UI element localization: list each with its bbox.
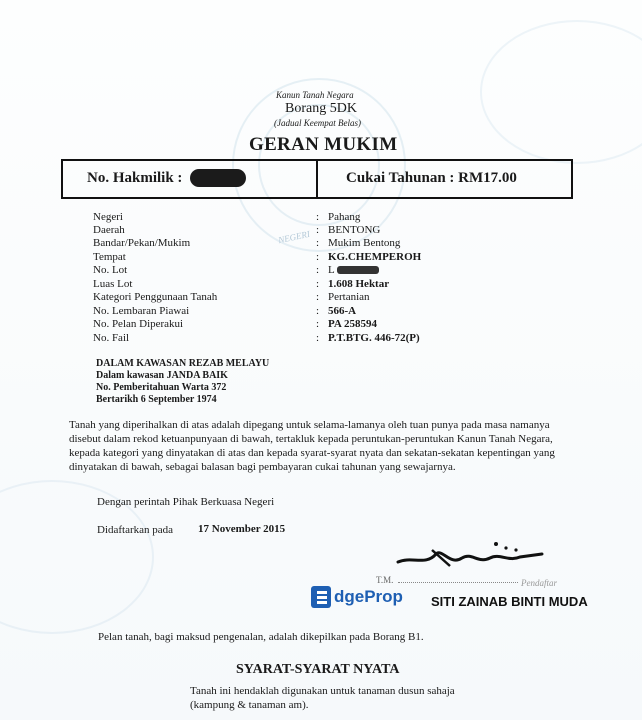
redacted-lot-number [337,266,379,274]
detail-label: Tempat [93,251,126,263]
detail-label: Bandar/Pekan/Mukim [93,237,191,249]
act-name: Kanun Tanah Negara [276,90,354,100]
condition-line: (kampung & tanaman am). [190,699,309,711]
detail-value-tempat: KG.CHEMPEROH [328,251,422,263]
detail-label: Daerah [93,224,125,236]
registrar-signature [392,536,572,576]
edgeprop-logo [311,586,403,608]
registrar-label: Pendaftar [521,578,557,588]
form-number: Borang 5DK [285,101,357,116]
hakmilik-label: No. Hakmilik : [87,170,183,186]
registered-date: 17 November 2015 [198,523,286,535]
title-box [61,159,573,199]
colon: : [316,224,320,236]
detail-label: Kategori Penggunaan Tanah [93,291,218,303]
paragraph-line: disebut dalam rekod ketuanpunyaan di bawah, tertakluk kepada peruntukan-peruntukan Kanun Tanah Negara, [69,433,553,445]
colon: : [316,291,320,303]
seal-text: NEGERI [277,228,311,246]
colon: : [316,332,320,344]
colon: : [316,264,320,276]
annual-tax: Cukai Tahunan : RM17.00 [346,170,517,186]
detail-label: No. Lembaran Piawai [93,305,190,317]
detail-value-kategori: Pertanian [328,291,370,303]
paragraph-line: kepada kategori yang dinyatakan di atas dan kepada syarat-syarat nyata dan sekatan-sekatan kepentingan yang [69,447,555,459]
detail-value-fail: P.T.BTG. 446-72(P) [328,332,420,344]
colon: : [316,251,320,263]
authority-statement: Dengan perintah Pihak Berkuasa Negeri [97,496,275,508]
registered-label: Didaftarkan pada [97,524,174,536]
detail-label: Luas Lot [93,278,133,290]
detail-label: No. Fail [93,332,130,344]
detail-value-negeri: Pahang [328,211,361,223]
redacted-hakmilik-number [190,169,246,187]
plan-note: Pelan tanah, bagi maksud pengenalan, adalah dikepilkan pada Borang B1. [98,631,424,643]
rezab-gazette: No. Pemberitahuan Warta 372 [96,382,227,393]
tm-label: T.M. [376,575,394,585]
condition-line: Tanah ini hendaklah digunakan untuk tanaman dusun sahaja [190,685,455,697]
detail-value-lot-prefix: L [328,264,335,276]
detail-label: Negeri [93,211,123,223]
edgeprop-logo-icon [311,586,331,608]
detail-value-lembaran: 566-A [328,305,357,317]
rezab-heading: DALAM KAWASAN REZAB MELAYU [96,358,270,369]
paragraph-line: Tanah yang diperihalkan di atas adalah dipegang untuk selama-lamanya oleh tuan punya pada masa namanya [69,419,550,431]
paragraph-line: dinyatakan di bawah, sebagai balasan bagi pembayaran cukai tahunan yang sewajarnya. [69,461,456,473]
document-title: GERAN MUKIM [249,134,398,155]
edgeprop-logo-text: dgeProp [334,587,403,606]
signature-line [398,582,518,583]
schedule-label: (Jadual Keempat Belas) [274,118,361,128]
colon: : [316,305,320,317]
detail-value-mukim: Mukim Bentong [328,237,401,249]
colon: : [316,211,320,223]
colon: : [316,318,320,330]
rezab-area: Dalam kawasan JANDA BAIK [96,370,228,381]
detail-value-pelan: PA 258594 [328,318,377,330]
box-divider [316,161,318,197]
colon: : [316,278,320,290]
detail-label: No. Pelan Diperakui [93,318,184,330]
detail-label: No. Lot [93,264,128,276]
detail-value-luas: 1.608 Hektar [328,278,390,290]
colon: : [316,237,320,249]
owner-name: SITI ZAINAB BINTI MUDA [431,594,588,609]
detail-value-daerah: BENTONG [328,224,381,236]
background-pattern [480,20,642,164]
rezab-date: Bertarikh 6 September 1974 [96,394,217,405]
express-conditions-heading: SYARAT-SYARAT NYATA [236,662,400,677]
